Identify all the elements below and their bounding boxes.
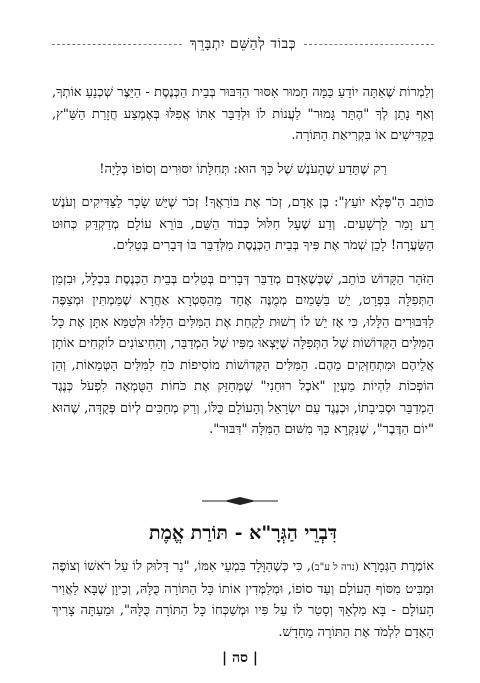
header-title: כְּבוֹד לְהַשֵּׁם יִתְבָּרֵךְ bbox=[189, 35, 297, 52]
section-text bbox=[52, 556, 434, 643]
header-rule-right bbox=[304, 44, 434, 45]
running-header bbox=[52, 34, 434, 54]
main-text bbox=[52, 82, 434, 453]
section-title: דִּבְרֵי הַגְּרָ"א - תּוֹרַת אֱמֶת bbox=[148, 522, 337, 544]
source-citation: (נדה ל ע"ב) bbox=[310, 562, 359, 573]
paragraph-4: הַזֹּהַר הַקָּדוֹשׁ כּוֹתֵב, שֶׁכְּשֶׁאָדָם מְדַבֵּר דְּבָרִים בְּטֵלִים בְּבֵית הַכְּנֶסֶת בִּכְלָל, וּבִזְמַן הַתְּפִלָּה בִּפְרָט, יֵשׁ בַּשָּׁמַיִם מְמֻנֶּה אֶחָד מֵהַסִּטְרָא אַחֲרָא שֶׁמַּמְתִּין וּמְצַפֶּה לַדִּבּוּרִים הַלָּלוּ, כִּי אָז יֵשׁ לוֹ רְשׁוּת לָקַחַת אֶת הַמִּלִּים הַלָּלוּ וּלְטַמֵּא אִתָּן אֶת כָּל הַמִּלִּים הַקְּדוֹשׁוֹת שֶׁל הַתְּפִלָּה שֶׁיָּצְאוּ מִפִּיו שֶׁל הַמְדַבֵּר, וְהַחִיצוֹנִים לוֹקְחִים אוֹתָן אֲלֵיהֶם וּמִתְחַזְּקִים מֵהֶם. הַמִּלִּים הַקְּדוֹשׁוֹת מוֹסִיפוֹת כֹּחַ לַמִּלִּים הַטְּמֵאוֹת, וְהֵן הוֹפְכוֹת לִהְיוֹת מַעְיַן "אֹכֶל רוּחַנִי" שֶׁמְּחַזֵּק אֶת כֹּחוֹת הַטֻּמְאָה לִפְעֹל כְּנֶגֶד הַמְדַבֵּר וּסְבִיבָתוֹ, וּכְנֶגֶד עַם יִשְׂרָאֵל וְהָעוֹלָם כֻּלּוֹ, וְרַק מְחַכִּים לְיוֹם פְּקֻדָּה, שֶׁהוּא "יוֹם הַדֶּבֶר", שֶׁנִּקְרָא כָּךְ מִשּׁוּם הַמִּלָּה "דִּבּוּר". bbox=[52, 271, 434, 437]
header-rule-left bbox=[52, 44, 182, 45]
section-lead: אוֹמֶרֶת הַגְּמָרָא bbox=[363, 559, 435, 574]
page-number: | סה | bbox=[222, 650, 258, 666]
paragraph-2-warning: רַק שֶׁתֵּדַע שֶׁהָעֹנֶשׁ שֶׁל כָּךְ הוּא: תְּחִלָּתוֹ יִסּוּרִים וְסוֹפוֹ כְּלָיָה! bbox=[99, 161, 387, 177]
divider-ornament bbox=[200, 494, 280, 508]
paragraph-1: וְלַמְרוֹת שֶׁאַתָּה יוֹדֵעַ כַּמָּה חָמוּר אִסּוּר הַדִּבּוּר בְּבֵית הַכְּנֶסֶת - הַיֵּצֶר שְׁכְנֵעַ אוֹתְךָ, וְאַף נָתַן לְךָ "הֶתֵּר גָּמוּר" לַעֲנוֹת לוֹ וּלְדַבֵּר אִתּוֹ אֲפִלּוּ בְּאֶמְצַע חֲזָרַת הַשַּׁ"ץ, בְּקַדִּישִׁים אוֹ בִּקְרִיאַת הַתּוֹרָה. bbox=[52, 85, 434, 143]
paragraph-3: כּוֹתֵב הַ"פֶּלֶא יוֹעֵץ": בֶּן אָדָם, זְכֹר אֶת בּוֹרַאֲךָ! זְכֹר שֶׁיֵּשׁ שָׂכָר לַצַּדִּיקִים וְעֹנֶשׁ רַע וָמַר לָרְשָׁעִים. וְדַע שֶׁעָל חִלּוּל כְּבוֹד הַשֵּׁם, בּוֹרֵא עוֹלָם מְדַקְדֵּק כְּחוּט הַשַּׂעֲרָה! לָכֵן שְׁמֹר אֶת פִּיךָ בְּבֵית הַכְּנֶסֶת מִלְּדַבֵּר בּוֹ דְּבָרִים בְּטֵלִים. bbox=[52, 195, 434, 253]
section-body: , כִּי כְּשֶׁהַוָּלָד בִּמְעֵי אִמּוֹ, "נֵר דָּלוּק לוֹ עַל רֹאשׁוֹ וְצוֹפֶה וּמַבִּיט מִסּוֹף הָעוֹלָם וְעַד סוֹפוֹ, וּמְלַמְּדִין אוֹתוֹ כָּל הַתּוֹרָה כֻּלָּהּ, וְכֵיוָן שֶׁבָּא לַאֲוִיר הָעוֹלָם - בָּא מַלְאָךְ וְסָטַר לוֹ עַל פִּיו וּמְשַׁכְּחוֹ כָּל הַתּוֹרָה כֻּלָּהּ", וּמֵעַתָּה צָרִיךְ הָאָדָם לִלְמֹד אֶת הַתּוֹרָה מֵחָדָשׁ. bbox=[52, 559, 434, 640]
